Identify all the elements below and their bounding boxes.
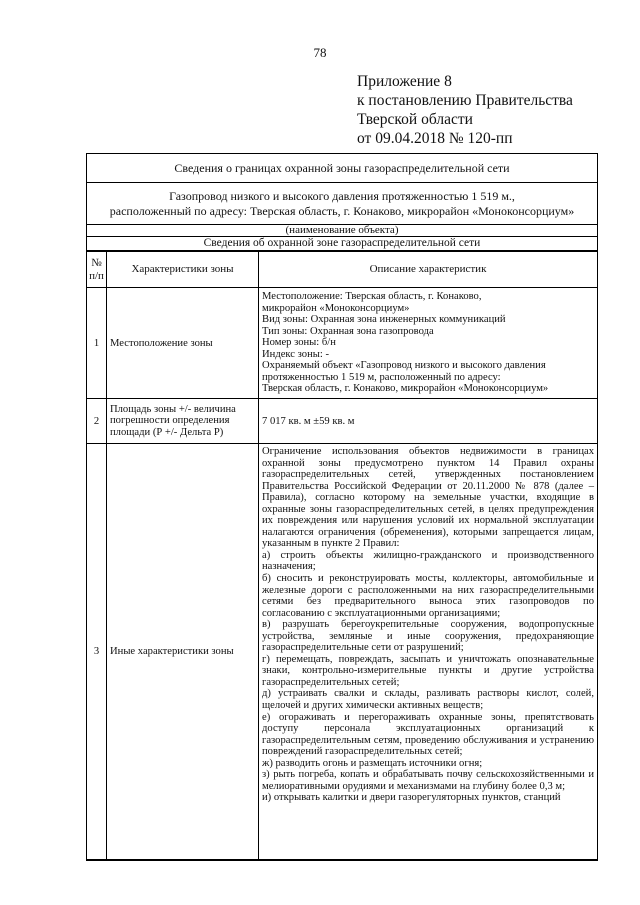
row-char: Иные характеристики зоны [107, 444, 259, 860]
object-name [87, 183, 597, 225]
row-char: Местоположение зоны [107, 288, 259, 399]
object-name-line: расположенный по адресу: Тверская область, г. Конаково, микрорайон «Моноконсорциум» [109, 204, 575, 218]
desc-line: микрорайон «Моноконсорциум» [262, 302, 410, 314]
header-num: № п/п [87, 252, 107, 288]
row-desc: 7 017 кв. м ±59 кв. м [259, 399, 598, 444]
desc-paragraph: е) огораживать и перегораживать охранные зоны, препятствовать доступу персонала эксплуатационных организаций к газораспределительным сетям, проведению обслуживания и устранению повреждений газораспределительных сетей; [262, 711, 594, 758]
table-header-row [87, 252, 597, 288]
document-title: Сведения о границах охранной зоны газораспределительной сети [87, 154, 597, 183]
zone-caption: Сведения об охранной зоне газораспределительной сети [87, 237, 597, 251]
row-desc [259, 444, 598, 860]
desc-paragraph: з) рыть погреба, копать и обрабатывать почву сельскохозяйственными и мелиоративными орудиями и механизмами на глубину более 0,3 м; [262, 769, 594, 792]
appendix-line: к постановлению Правительства [357, 92, 573, 109]
desc-paragraph: б) сносить и реконструировать мосты, коллекторы, автомобильные и железные дороги с расположенными на них газораспределительными сетями без предварительного выноса этих газопроводов по согласованию с эксплуатационными организациями; [262, 573, 594, 619]
desc-line: Номер зоны: б/н [262, 337, 336, 349]
desc-paragraph: и) открывать калитки и двери газорегуляторных пунктов, станций [262, 792, 561, 804]
desc-line: протяженностью 1 519 м, расположенный по адресу: [262, 371, 501, 383]
zone-info-frame [86, 153, 598, 861]
header-char: Характеристики зоны [107, 252, 259, 288]
desc-line: Местоположение: Тверская область, г. Конаково, [262, 291, 482, 303]
desc-paragraph: в) разрушать берегоукрепительные сооружения, водопропускные устройства, земляные и иные сооружения, предохраняющие газораспределительные сети от разрушений; [262, 619, 594, 654]
table-row [87, 444, 597, 860]
appendix-line: Приложение 8 [357, 73, 452, 90]
row-char: Площадь зоны +/- величина погрешности определения площади (Р +/- Дельта Р) [107, 399, 259, 444]
table-row [87, 288, 597, 399]
object-caption: (наименование объекта) [87, 225, 597, 237]
zone-table [87, 251, 597, 860]
appendix-line: от 09.04.2018 № 120-пп [357, 130, 513, 147]
desc-paragraph: ж) разводить огонь и размещать источники огня; [262, 757, 483, 769]
header-desc: Описание характеристик [259, 252, 598, 288]
desc-line: Охраняемый объект «Газопровод низкого и высокого давления [262, 360, 546, 372]
desc-paragraph: а) строить объекты жилищно-гражданского и производственного назначения; [262, 549, 594, 573]
desc-line: Тверская область, г. Конаково, микрорайон «Моноконсорциум» [262, 383, 549, 395]
row-num: 1 [87, 288, 107, 399]
desc-paragraph: д) устраивать свалки и склады, разливать растворы кислот, солей, щелочей и других химически активных веществ; [262, 688, 594, 712]
desc-paragraph: Ограничение использования объектов недвижимости в границах охранной зоны предусмотрено пунктом 14 Правил охраны газораспределительных сетей, утвержденных постановлением Правительства Российской Федерации от 20.11.2000 № 878 (далее – Правила), согласно которому на земельные участки, входящие в охранные зоны газораспределительных сетей, в целях предупреждения их повреждения или нарушения условий их нормальной эксплуатации налагаются ограничения (обременения), которыми запрещается лицам, указанным в пункте 2 Правил: [262, 446, 594, 550]
object-name-line: Газопровод низкого и высокого давления протяженностью 1 519 м., [169, 189, 515, 203]
page-number: 78 [313, 45, 327, 60]
row-num: 3 [87, 444, 107, 860]
desc-paragraph: г) перемещать, повреждать, засыпать и уничтожать опознавательные знаки, контрольно-измерительные пункты и другие устройства газораспределительных сетей; [262, 653, 594, 688]
desc-line: Индекс зоны: - [262, 348, 329, 360]
row-num: 2 [87, 399, 107, 444]
appendix-line: Тверской области [357, 111, 473, 128]
desc-line: Вид зоны: Охранная зона инженерных коммуникаций [262, 314, 506, 326]
desc-line: Тип зоны: Охранная зона газопровода [262, 325, 434, 337]
table-row [87, 399, 597, 444]
row-desc [259, 288, 598, 399]
appendix-header [357, 72, 573, 148]
